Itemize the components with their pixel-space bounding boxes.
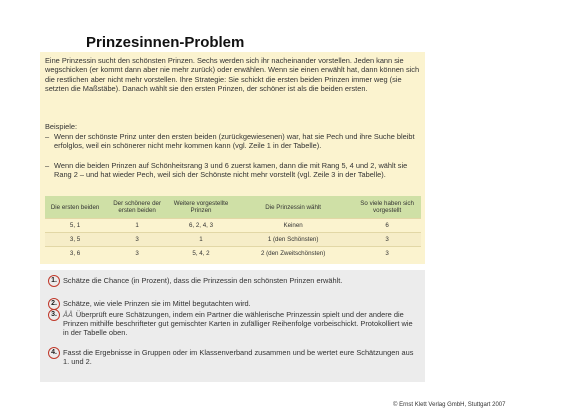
table-cell: 1 bbox=[105, 219, 169, 233]
table-cell: 1 (den Schönsten) bbox=[233, 233, 353, 247]
table-row bbox=[45, 233, 421, 247]
table-row bbox=[45, 219, 421, 233]
table-cell: 3 bbox=[105, 247, 169, 261]
table-row bbox=[45, 247, 421, 261]
table-cell: 3 bbox=[353, 247, 421, 261]
prince-table bbox=[45, 196, 421, 260]
task-number: 2. bbox=[48, 298, 60, 310]
example-text: Wenn der schönste Prinz unter den ersten beiden (zurückgewiesenen) war, hat sie Pech und ihre Suche bleibt erfolglos, weil ein schönerer nicht mehr kommen kann (vgl. Zeile 1 in der Tabelle). bbox=[54, 132, 415, 151]
examples-heading: Beispiele: bbox=[45, 122, 78, 131]
table-header: Die Prinzessin wählt bbox=[233, 196, 353, 219]
copyright-notice: © Ernst Klett Verlag GmbH, Stuttgart 2007 bbox=[393, 402, 506, 408]
problem-card bbox=[40, 52, 425, 264]
table-header: Die ersten beiden bbox=[45, 196, 105, 219]
table-cell: 3, 5 bbox=[45, 233, 105, 247]
table-cell: 6 bbox=[353, 219, 421, 233]
table-header: Der schönere der ersten beiden bbox=[105, 196, 169, 219]
example-text: Wenn die beiden Prinzen auf Schönheitsrang 3 und 6 zuerst kamen, dann die mit Rang 5, 4 und 2, wählt sie Rang 2 – und hat wieder Pech, weil sich der Schönste nicht mehr vorstellt (vgl. Zeile 3 in der Tabelle). bbox=[54, 161, 408, 180]
task-text: Überprüft eure Schätzungen, indem ein Partner die wählerische Prinzessin spielt und der andere die Prinzen mithilfe beschrifteter gut gemischter Karten in zufälliger Reihenfolge vorbeischickt. Protokolliert wie in der Tabelle oben. bbox=[63, 310, 413, 337]
dash-bullet: – bbox=[45, 132, 50, 141]
dash-bullet: – bbox=[45, 161, 50, 170]
table-header-row bbox=[45, 196, 421, 219]
table-header: Weitere vorgestellte Prinzen bbox=[169, 196, 233, 219]
tasks-panel bbox=[40, 270, 425, 382]
table-cell: 3 bbox=[353, 233, 421, 247]
partner-work-icon: ÅÅ bbox=[63, 310, 73, 319]
intro-text: Eine Prinzessin sucht den schönsten Prinzen. Sechs werden sich ihr nacheinander vorstellen. Jeden kann sie wegschicken (er kommt dann aber nie mehr zurück) oder erwählen. Wenn sie einen erwählt hat, dann können sich die restlichen aber nicht mehr vorstellen. Ihre Strategie: Sie schickt die ersten beiden Prinzen immer weg (sie setzten die Maßstäbe). Danach wählt sie den ersten Prinzen, der schöner ist als die beiden ersten. bbox=[45, 56, 420, 93]
table-cell: 3 bbox=[105, 233, 169, 247]
table-cell: 6, 2, 4, 3 bbox=[169, 219, 233, 233]
table-cell: 1 bbox=[169, 233, 233, 247]
task-text: Fasst die Ergebnisse in Gruppen oder im Klassenverband zusammen und be wertet eure Schätzungen aus 1. und 2. bbox=[63, 348, 414, 366]
table-cell: Keinen bbox=[233, 219, 353, 233]
table-cell: 5, 4, 2 bbox=[169, 247, 233, 261]
table-header: So viele haben sich vorgestellt bbox=[353, 196, 421, 219]
table-cell: 3, 6 bbox=[45, 247, 105, 261]
task-number: 1. bbox=[48, 275, 60, 287]
task-text: Schätze die Chance (in Prozent), dass die Prinzessin den schönsten Prinzen erwählt. bbox=[63, 276, 343, 285]
task-number: 3. bbox=[48, 309, 60, 321]
table-cell: 2 (den Zweitschönsten) bbox=[233, 247, 353, 261]
page-title: Prinzesinnen-Problem bbox=[86, 34, 245, 51]
table-cell: 5, 1 bbox=[45, 219, 105, 233]
task-text: Schätze, wie viele Prinzen sie im Mittel begutachten wird. bbox=[63, 299, 251, 308]
task-number: 4. bbox=[48, 347, 60, 359]
